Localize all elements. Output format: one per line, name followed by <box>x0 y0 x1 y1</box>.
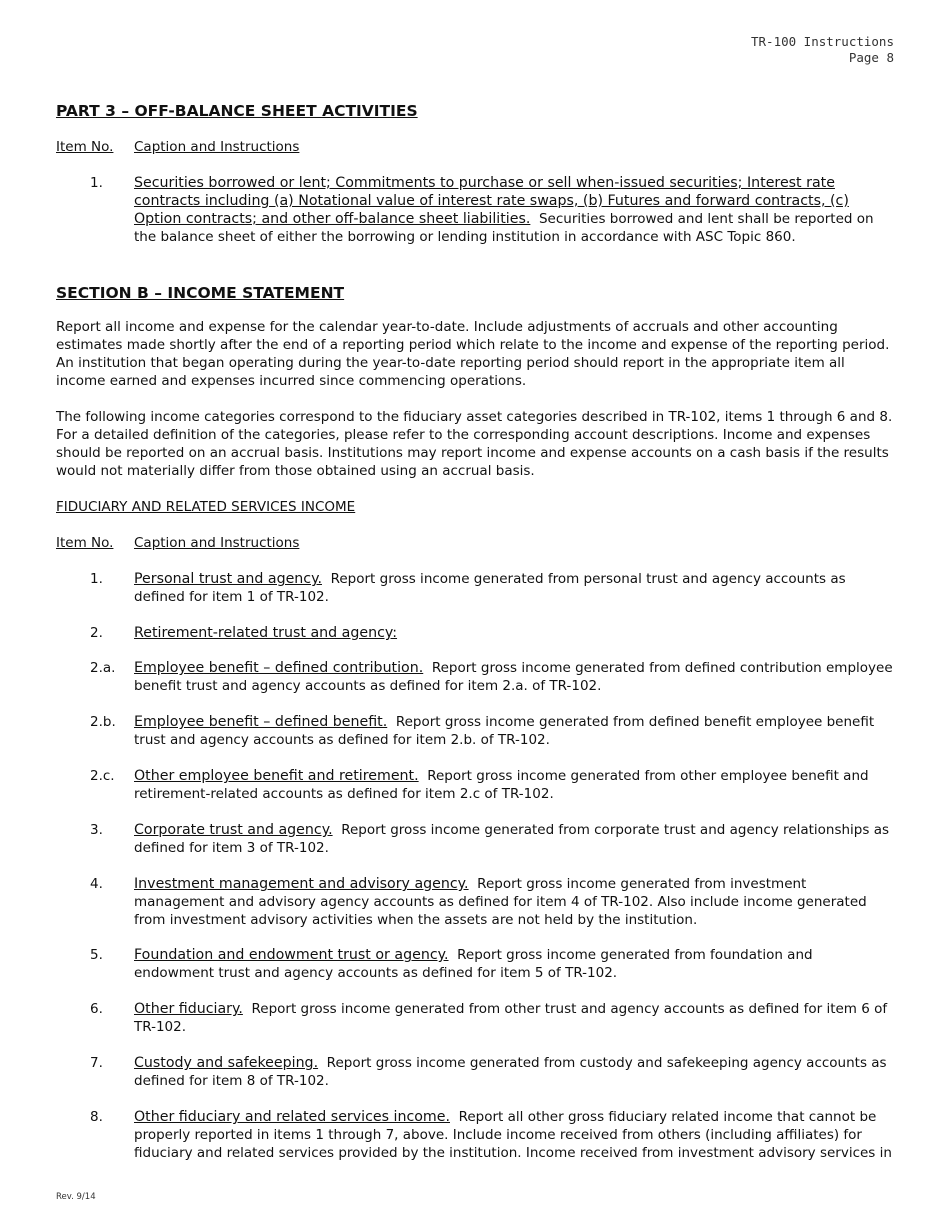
income-item-2 <box>56 624 896 642</box>
column-item-no: Item No. <box>56 535 114 551</box>
sectionB-paragraph-2: The following income categories correspond to the fiduciary asset categories described in TR-102, items 1 through 6 and 8. For a detailed definition of the categories, please refer to the corresponding account descriptions. Income and expenses should be reported on an accrual basis. Institutions may report income and expense accounts on a cash basis if the results would not materially differ from those obtained using an accrual basis. <box>56 409 893 479</box>
column-caption: Caption and Instructions <box>134 139 300 155</box>
item-number: 2. <box>90 625 103 641</box>
item-body <box>134 767 896 803</box>
item-number: 6. <box>90 1001 103 1017</box>
item-caption: Investment management and advisory agency. <box>134 876 469 892</box>
item-number: 2.a. <box>90 660 116 676</box>
item-text: Report gross income generated from defined contribution employee benefit trust and agency accounts as defined for item 2.a. of TR-102. <box>134 660 893 694</box>
income-item-2a <box>56 659 896 695</box>
part3-column-headers <box>56 138 896 156</box>
item-caption: Foundation and endowment trust or agency. <box>134 947 449 963</box>
document-title: TR-100 Instructions <box>751 34 894 49</box>
item-text: Report gross income generated from defined benefit employee benefit trust and agency accounts as defined for item 2.b. of TR-102. <box>134 714 875 748</box>
item-caption: Other fiduciary. <box>134 1001 243 1017</box>
fiduciary-income-heading: FIDUCIARY AND RELATED SERVICES INCOME <box>56 499 356 515</box>
item-caption: Other employee benefit and retirement. <box>134 768 419 784</box>
item-text: Report gross income generated from other employee benefit and retirement-related accounts as defined for item 2.c of TR-102. <box>134 768 869 802</box>
item-body <box>134 624 896 642</box>
item-text: Report gross income generated from custody and safekeeping agency accounts as defined for item 8 of TR-102. <box>134 1055 887 1089</box>
item-body <box>134 570 896 606</box>
income-item-6 <box>56 1000 896 1036</box>
item-number: 1. <box>90 571 103 587</box>
item-body <box>134 174 896 246</box>
item-body <box>134 875 896 929</box>
item-body <box>134 1108 896 1162</box>
item-caption: Other fiduciary and related services income. <box>134 1109 450 1125</box>
item-caption: Retirement-related trust and agency: <box>134 625 398 641</box>
item-number: 2.b. <box>90 714 116 730</box>
item-text: Report gross income generated from corporate trust and agency relationships as defined for item 3 of TR-102. <box>134 822 890 856</box>
item-caption: Corporate trust and agency. <box>134 822 333 838</box>
item-text: Report gross income generated from foundation and endowment trust and agency accounts as defined for item 5 of TR-102. <box>134 947 813 981</box>
item-body <box>134 946 896 982</box>
item-caption: Employee benefit – defined contribution. <box>134 660 424 676</box>
page-number: Page 8 <box>848 50 894 65</box>
item-number: 2.c. <box>90 768 115 784</box>
item-body <box>134 659 896 695</box>
revision-footer: Rev. 9/14 <box>56 1192 96 1202</box>
item-body <box>134 1000 896 1036</box>
document-body <box>56 100 896 1162</box>
income-item-1 <box>56 570 896 606</box>
item-caption: Personal trust and agency. <box>134 571 322 587</box>
item-text: Report gross income generated from investment management and advisory agency accounts as defined for item 4 of TR-102. Also include income generated from investment advisory activities when the assets are not held by the institution. <box>134 876 867 928</box>
income-item-3 <box>56 821 896 857</box>
item-number: 8. <box>90 1109 103 1125</box>
part3-heading: PART 3 – OFF-BALANCE SHEET ACTIVITIES <box>56 102 418 120</box>
item-body <box>134 1054 896 1090</box>
sectionB-column-headers <box>56 534 896 552</box>
income-item-2c <box>56 767 896 803</box>
item-caption: Employee benefit – defined benefit. <box>134 714 388 730</box>
income-item-4 <box>56 875 896 929</box>
sectionB-paragraph-1: Report all income and expense for the calendar year-to-date. Include adjustments of accruals and other accounting estimates made shortly after the end of a reporting period which relate to the income and expense of the reporting period. An institution that began operating during the year-to-date reporting period should report in the appropriate item all income earned and expenses incurred since commencing operations. <box>56 319 890 389</box>
item-text: Report all other gross fiduciary related income that cannot be properly reported in items 1 through 7, above. Include income received from others (including affiliates) for fiduciary and related services provided by the institution. Income received from investment advisory services in <box>134 1109 892 1161</box>
item-caption: Securities borrowed or lent; Commitments to purchase or sell when-issued securities; Interest rate contracts including (a) Notational value of interest rate swaps, (b) Futures and forward contracts, (c) Option contracts; and other off-balance sheet liabilities. <box>134 175 849 227</box>
item-number: 7. <box>90 1055 103 1071</box>
income-item-7 <box>56 1054 896 1090</box>
item-text: Report gross income generated from personal trust and agency accounts as defined for item 1 of TR-102. <box>134 571 846 605</box>
item-text: Report gross income generated from other trust and agency accounts as defined for item 6 of TR-102. <box>134 1001 888 1035</box>
item-body <box>134 713 896 749</box>
item-number: 5. <box>90 947 103 963</box>
page-header <box>751 34 894 66</box>
income-item-5 <box>56 946 896 982</box>
sectionB-heading: SECTION B – INCOME STATEMENT <box>56 284 345 302</box>
income-item-8 <box>56 1108 896 1162</box>
item-number: 1. <box>90 175 103 191</box>
column-item-no: Item No. <box>56 139 114 155</box>
part3-item-1 <box>56 174 896 246</box>
income-item-2b <box>56 713 896 749</box>
item-text: Securities borrowed and lent shall be reported on the balance sheet of either the borrowing or lending institution in accordance with ASC Topic 860. <box>134 211 874 245</box>
column-caption: Caption and Instructions <box>134 535 300 551</box>
item-number: 3. <box>90 822 103 838</box>
item-caption: Custody and safekeeping. <box>134 1055 319 1071</box>
item-number: 4. <box>90 876 103 892</box>
item-body <box>134 821 896 857</box>
